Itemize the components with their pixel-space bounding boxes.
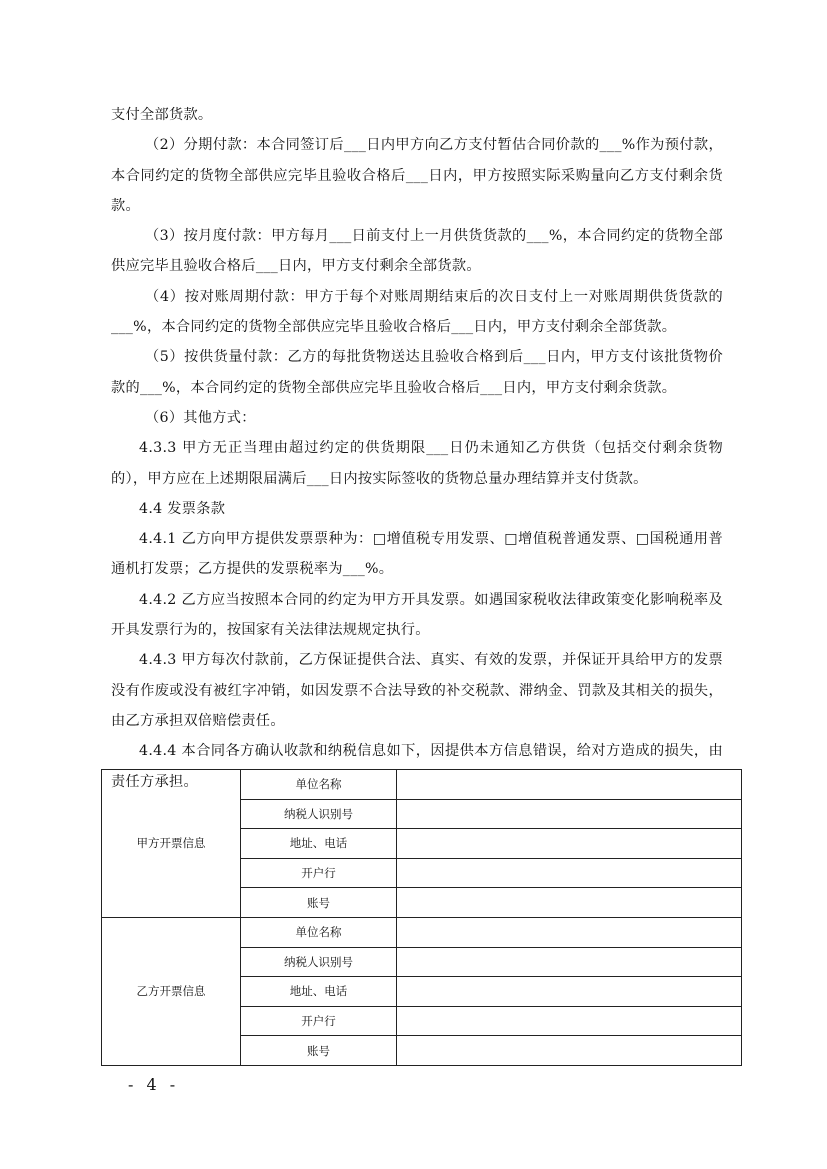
field-label-cell: 纳税人识别号 — [241, 947, 397, 977]
field-value-cell — [397, 770, 742, 800]
field-label-cell: 账号 — [241, 1036, 397, 1066]
paragraph-monthly-payment: （3）按月度付款：甲方每月___日前支付上一月供货货款的___%，本合同约定的货物全部供应完毕且验收合格后___日内，甲方支付剩余全部货款。 — [111, 228, 723, 275]
invoice-info-table — [101, 769, 742, 1066]
field-value-cell — [397, 977, 742, 1007]
paragraph-other-method: （6）其他方式： — [145, 409, 256, 426]
paragraph-volume-payment: （5）按供货量付款：乙方的每批货物送达且验收合格到后___日内，甲方支付该批货物价款的___%，本合同约定的货物全部供应完毕且验收合格后___日内，甲方支付剩余货款。 — [111, 349, 723, 396]
clause-4-4-3: 4.4.3 甲方每次付款前，乙方保证提供合法、真实、有效的发票，并保证开具给甲方的发票没有作废或没有被红字冲销，如因发票不合法导致的补交税款、滞纳金、罚款及其相关的损失，由乙方承担双倍赔偿责任。 — [111, 652, 723, 729]
field-label-cell: 纳税人识别号 — [241, 799, 397, 829]
clause-4-4-2: 4.4.2 乙方应当按照本合同的约定为甲方开具发票。如遇国家税收法律政策变化影响税率及开具发票行为的，按国家有关法律法规规定执行。 — [111, 591, 723, 639]
field-label-cell: 账号 — [241, 888, 397, 918]
field-value-cell — [397, 947, 742, 977]
clause-4-4-1: 4.4.1 乙方向甲方提供发票票种为：□增值税专用发票、□增值税普通发票、□国税通用普通机打发票；乙方提供的发票税率为___%。 — [111, 531, 723, 578]
party-b-label-cell: 乙方开票信息 — [102, 917, 241, 1065]
field-label-cell: 单位名称 — [241, 770, 397, 800]
field-value-cell — [397, 1006, 742, 1036]
field-value-cell — [397, 799, 742, 829]
table-row — [102, 917, 742, 947]
field-label-cell: 地址、电话 — [241, 829, 397, 859]
page-number: - 4 - — [128, 1075, 180, 1094]
party-a-label-cell: 甲方开票信息 — [102, 770, 241, 918]
paragraph-installment-payment: （2）分期付款：本合同签订后___日内甲方向乙方支付暂估合同价款的___%作为预付款，本合同约定的货物全部供应完毕且验收合格后___日内，甲方按照实际采购量向乙方支付剩余货款。 — [111, 137, 723, 214]
field-label-cell: 开户行 — [241, 1006, 397, 1036]
paragraph-reconciliation-payment: （4）按对账周期付款：甲方于每个对账周期结束后的次日支付上一对账周期供货货款的___%，本合同约定的货物全部供应完毕且验收合格后___日内，甲方支付剩余全部货款。 — [111, 288, 723, 336]
field-label-cell: 开户行 — [241, 858, 397, 888]
field-value-cell — [397, 858, 742, 888]
clause-4-3-3: 4.3.3 甲方无正当理由超过约定的供货期限___日仍未通知乙方供货（包括交付剩余货物的），甲方应在上述期限届满后___日内按实际签收的货物总量办理结算并支付货款。 — [111, 440, 723, 487]
field-label-cell: 地址、电话 — [241, 977, 397, 1007]
field-label-cell: 单位名称 — [241, 917, 397, 947]
field-value-cell — [397, 829, 742, 859]
clause-4-4-4: 4.4.4 本合同各方确认收款和纳税信息如下，因提供本方信息错误，给对方造成的损失，由责任方承担。 — [111, 743, 723, 790]
paragraph-payment-tail: 支付全部货款。 — [111, 107, 213, 123]
field-value-cell — [397, 1036, 742, 1066]
field-value-cell — [397, 917, 742, 947]
field-value-cell — [397, 888, 742, 918]
section-heading-invoice: 4.4 发票条款 — [139, 500, 226, 517]
contract-body — [111, 100, 723, 797]
table-row — [102, 770, 742, 800]
